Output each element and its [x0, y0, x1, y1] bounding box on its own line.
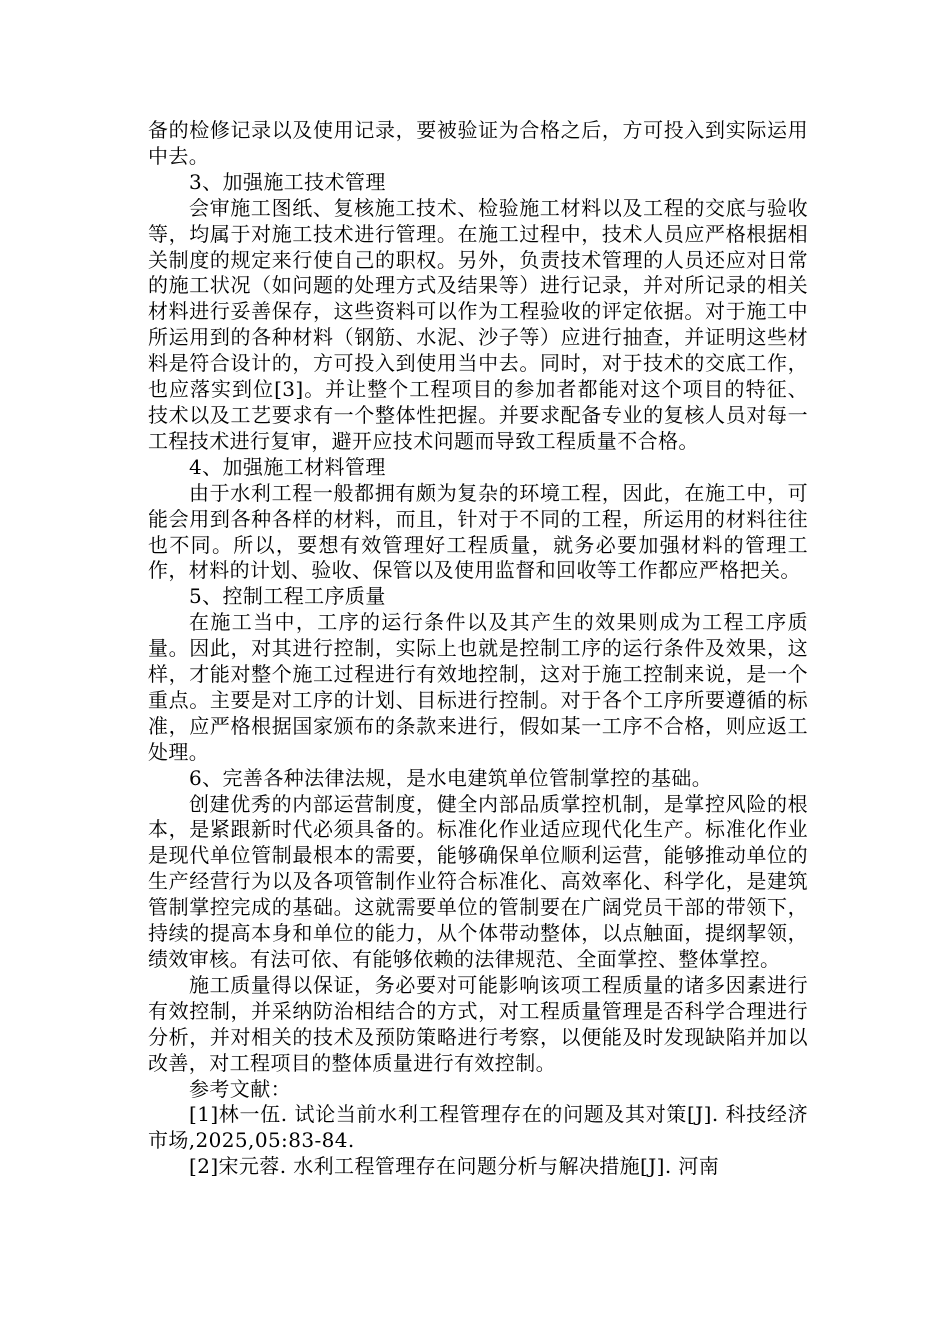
section-heading-4: 4、加强施工材料管理	[189, 454, 386, 479]
paragraph-process-quality: 在施工当中，工序的运行条件以及其产生的效果则成为工程工序质量。因此，对其进行控制，实际上也就是控制工序的运行条件及效果，这样，才能对整个施工过程进行有效地控制，这对于施工控制来说，是一个重点。主要是对工序的计划、目标进行控制。对于各个工序所要遵循的标准，应严格根据国家颁布的条款来进行，假如某一工序不合格，则应返工处理。	[148, 610, 808, 764]
section-heading-5: 5、控制工程工序质量	[189, 584, 386, 609]
document-body	[148, 118, 808, 1180]
reference-item-2: [2]宋元蓉. 水利工程管理存在问题分析与解决措施[J]. 河南	[189, 1154, 720, 1179]
paragraph-material-management: 由于水利工程一般都拥有颇为复杂的环境工程，因此，在施工中，可能会用到各种各样的材料，而且，针对于不同的工程，所运用的材料往往也不同。所以，要想有效管理好工程质量，就务必要加强材料的管理工作，材料的计划、验收、保管以及使用监督和回收等工作都应严格把关。	[148, 480, 808, 583]
paragraph-continuation: 备的检修记录以及使用记录，要被验证为合格之后，方可投入到实际运用中去。	[148, 118, 808, 168]
paragraph-technical-management: 会审施工图纸、复核施工技术、检验施工材料以及工程的交底与验收等，均属于对施工技术进行管理。在施工过程中，技术人员应严格根据相关制度的规定来行使自己的职权。另外，负责技术管理的人员还应对日常的施工状况（如问题的处理方式及结果等）进行记录，并对所记录的相关材料进行妥善保存，这些资料可以作为工程验收的评定依据。对于施工中所运用到的各种材料（钢筋、水泥、沙子等）应进行抽查，并证明这些材料是符合设计的，方可投入到使用当中去。同时，对于技术的交底工作，也应落实到位[3]。并让整个工程项目的参加者都能对这个项目的特征、技术以及工艺要求有一个整体性把握。并要求配备专业的复核人员对每一工程技术进行复审，避开应技术问题而导致工程质量不合格。	[148, 195, 808, 453]
reference-item-1: [1]林一伍. 试论当前水利工程管理存在的问题及其对策[J]. 科技经济市场,2025,05:83-84.	[148, 1102, 808, 1153]
section-heading-3: 3、加强施工技术管理	[189, 169, 386, 194]
references-heading: 参考文献：	[189, 1076, 291, 1101]
section-heading-6: 6、完善各种法律法规，是水电建筑单位管制掌控的基础。	[189, 765, 713, 790]
paragraph-internal-systems: 创建优秀的内部运营制度，健全内部品质掌控机制，是掌控风险的根本，是紧跟新时代必须具备的。标准化作业适应现代化生产。标准化作业是现代单位管制最根本的需要，能够确保单位顺利运营，能够推动单位的生产经营行为以及各项管制作业符合标准化、高效率化、科学化，是建筑管制掌控完成的基础。这就需要单位的管制要在广阔党员干部的带领下，持续的提高本身和单位的能力，从个体带动整体，以点触面，提纲挈领，绩效审核。有法可依、有能够依赖的法律规范、全面掌控、整体掌控。	[148, 791, 808, 971]
paragraph-conclusion: 施工质量得以保证，务必要对可能影响该项工程质量的诸多因素进行有效控制，并采纳防治相结合的方式，对工程质量管理是否科学合理进行分析，并对相关的技术及预防策略进行考察，以便能及时发现缺陷并加以改善，对工程项目的整体质量进行有效控制。	[148, 972, 808, 1075]
